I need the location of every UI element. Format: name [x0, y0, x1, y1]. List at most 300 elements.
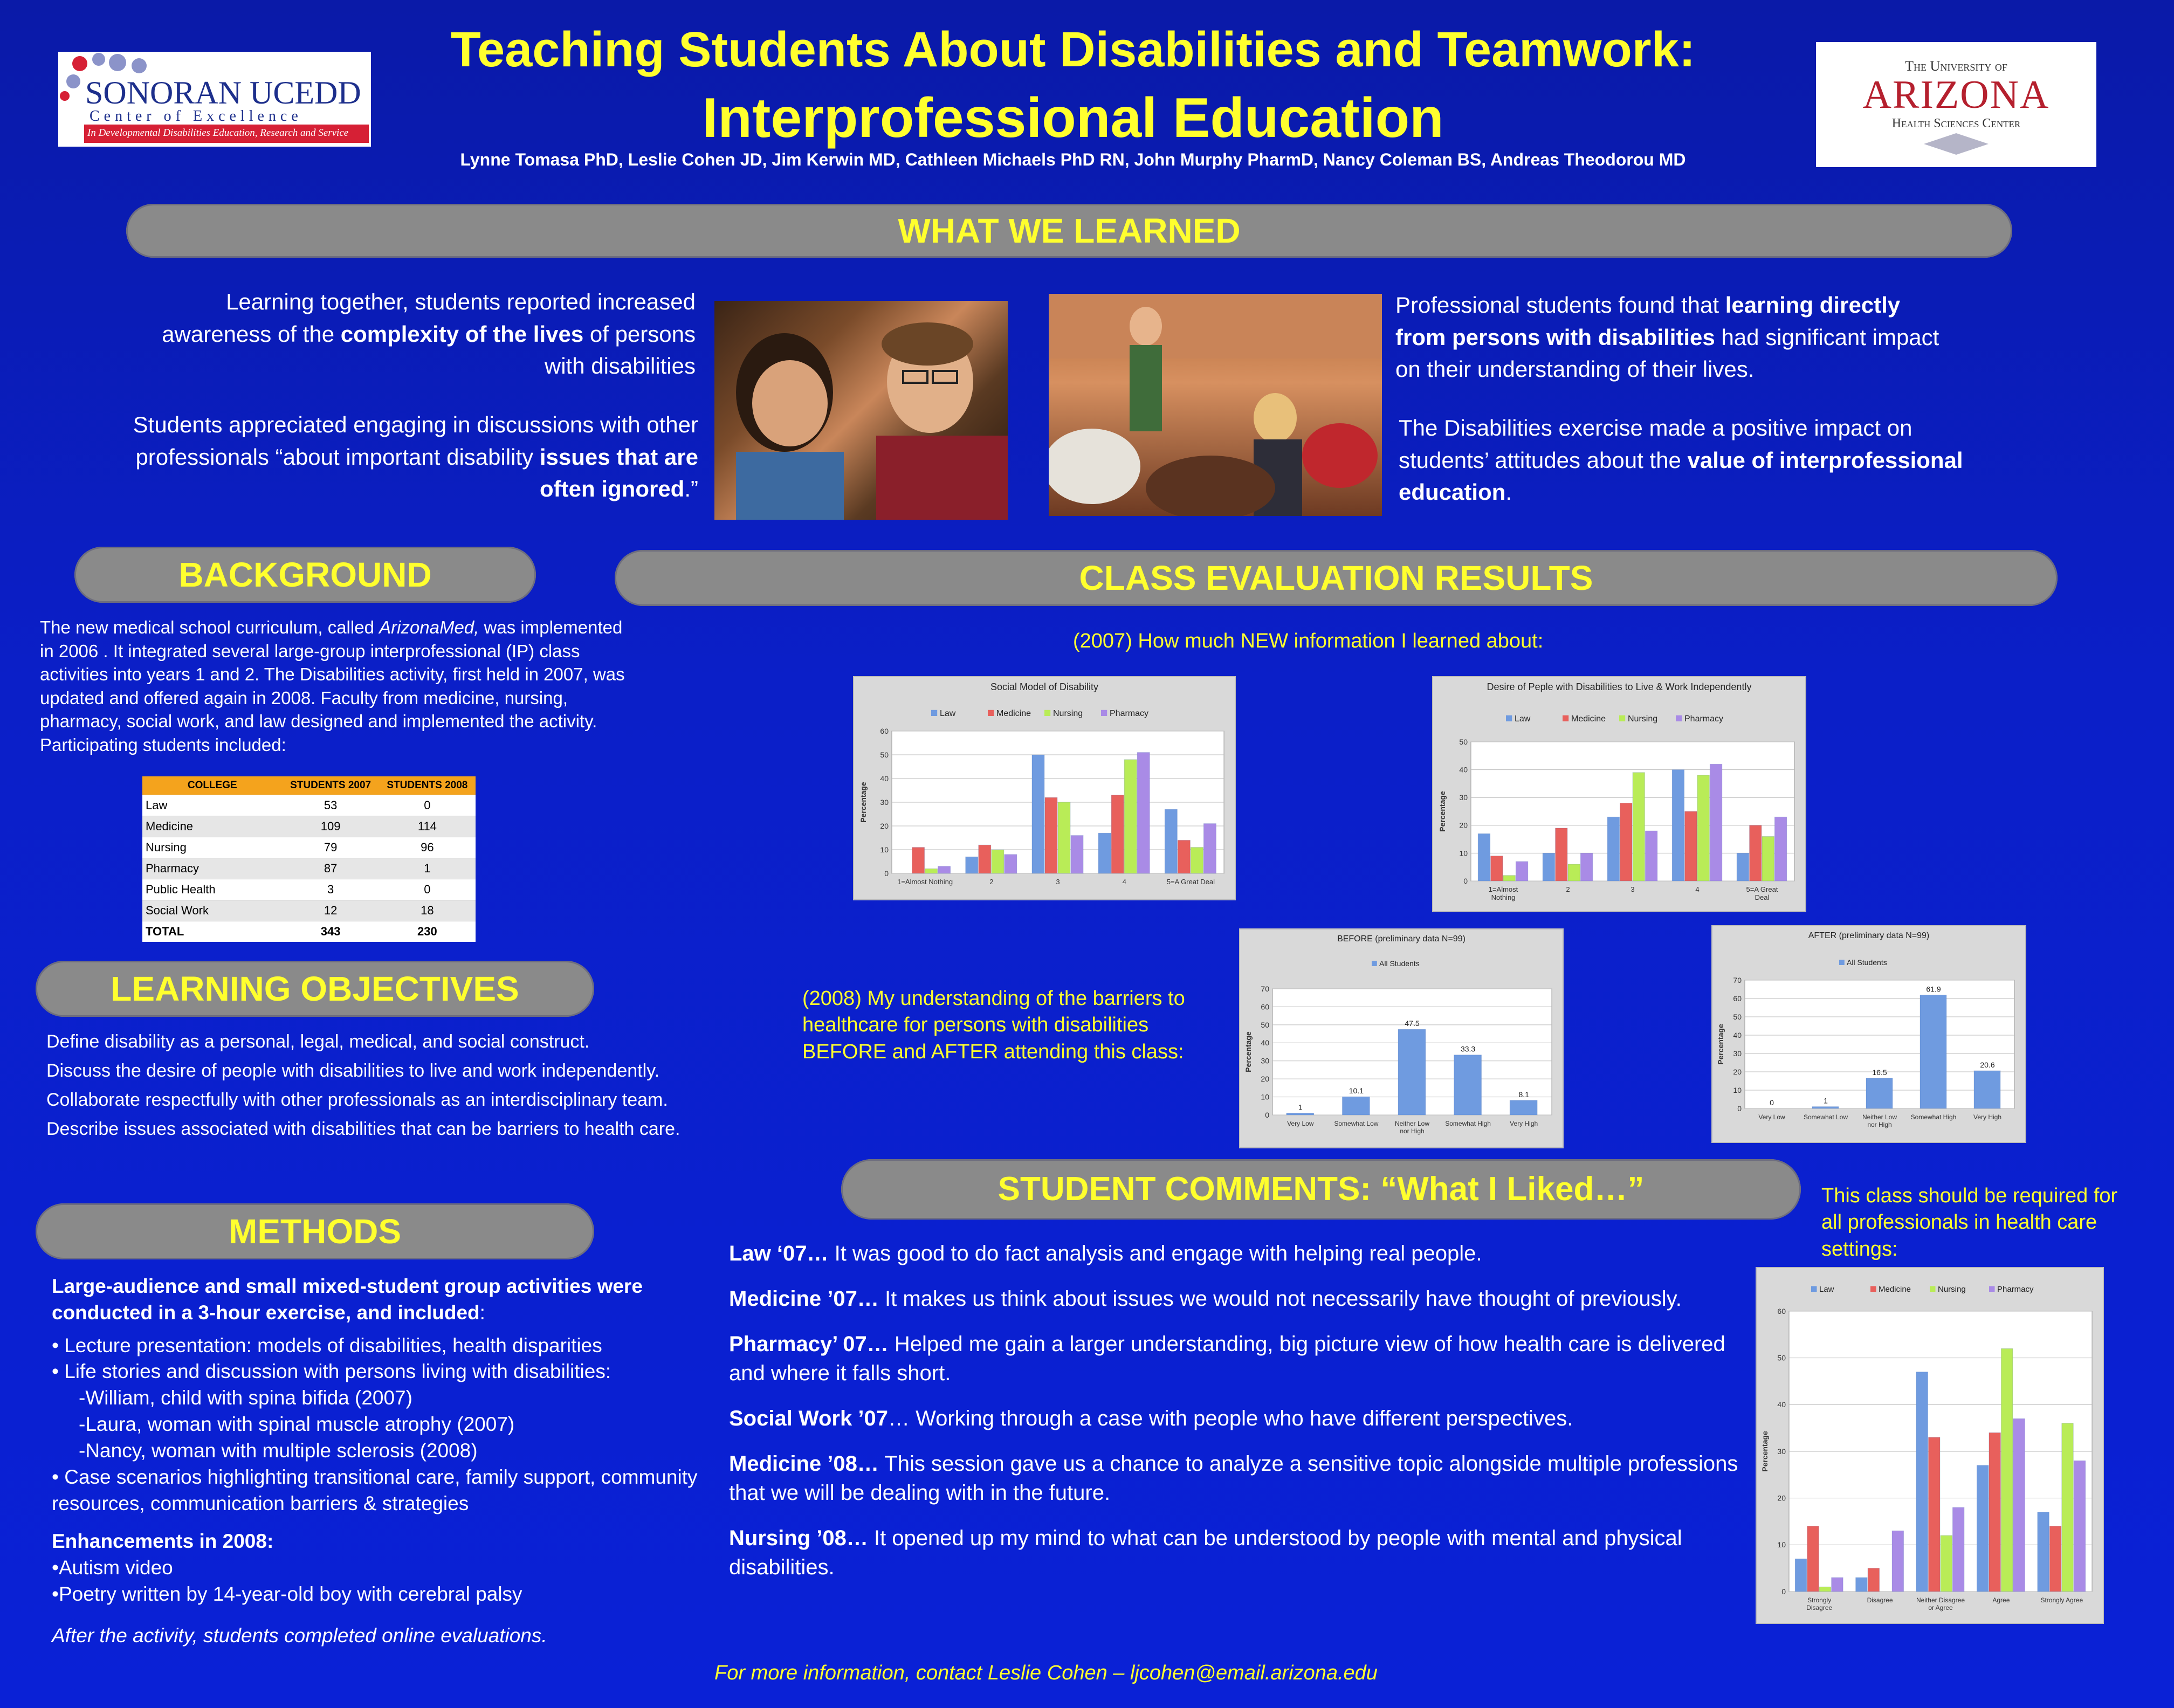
table-cell-count: 0: [379, 795, 476, 816]
enhancement-item: •Autism video: [52, 1557, 173, 1579]
chart-before: [1239, 928, 1564, 1148]
bar: [992, 850, 1004, 873]
x-tick-label: Very High: [1510, 1120, 1538, 1127]
x-tick-label: 3: [1056, 878, 1060, 886]
table-cell-count: 18: [379, 900, 476, 921]
y-axis-label: Percentage: [859, 782, 868, 823]
y-tick-label: 60: [880, 726, 889, 735]
legend-swatch: [1989, 1286, 1995, 1292]
x-tick-label: Disagree: [1806, 1604, 1833, 1611]
x-tick-label: nor High: [1400, 1127, 1425, 1135]
background-text-a: The new medical school curriculum, called: [40, 617, 380, 637]
bar: [1952, 1507, 1964, 1592]
y-tick-label: 50: [1459, 737, 1468, 746]
bar: [1543, 853, 1554, 881]
y-tick-label: 50: [880, 750, 889, 759]
arizona-logo-line1: The University of: [1905, 58, 2007, 74]
bar: [1203, 824, 1216, 873]
bar: [925, 869, 938, 873]
learned-point-direct: [1395, 289, 1956, 385]
table-row: [142, 795, 476, 816]
y-tick-label: 0: [884, 869, 889, 878]
table-row: [142, 900, 476, 921]
bar: [1071, 836, 1083, 873]
background-text: [40, 616, 633, 756]
objective-item: Define disability as a personal, legal, medical, and social construct.: [46, 1031, 590, 1052]
comment-item: [729, 1284, 1743, 1313]
y-tick-label: 60: [1777, 1306, 1786, 1316]
legend-swatch: [1563, 715, 1568, 721]
learned-p4-b: value of interprofessional education: [1399, 447, 1963, 505]
learned-point-complexity: [162, 286, 696, 382]
x-tick-label: 5=A Great Deal: [1166, 878, 1215, 886]
bar: [1045, 797, 1057, 873]
methods-item: -William, child with spina bifida (2007): [79, 1387, 412, 1409]
methods-intro: [52, 1273, 715, 1326]
legend-label: Law: [940, 709, 956, 718]
arizona-flag-icon: [1924, 133, 1989, 155]
bar: [1645, 831, 1657, 881]
bar: [2049, 1526, 2061, 1592]
bar: [1916, 1372, 1928, 1592]
poster-title-line1: Teaching Students About Disabilities and Teamwork:: [450, 22, 1696, 77]
legend-swatch: [1870, 1286, 1876, 1292]
section-header-methods: METHODS: [36, 1203, 594, 1259]
sonoran-ucedd-logo: [58, 52, 371, 147]
x-tick-label: Nothing: [1491, 893, 1516, 901]
authors: Lynne Tomasa PhD, Leslie Cohen JD, Jim Kerwin MD, Cathleen Michaels PhD RN, John Murphy PharmD, Nancy Coleman BS, Andreas Theodorou MD: [460, 150, 1686, 169]
table-cell-count: 114: [379, 816, 476, 837]
chart-after: [1711, 925, 2026, 1143]
bar: [1974, 1071, 2000, 1108]
table-cell-college: Medicine: [142, 816, 283, 837]
y-tick-label: 40: [1459, 765, 1468, 774]
bar: [1111, 795, 1124, 873]
bar: [1510, 1100, 1537, 1115]
bar: [1989, 1432, 2000, 1592]
legend-swatch: [1619, 715, 1625, 721]
table-cell-college: Law: [142, 795, 283, 816]
learned-p1-c: of persons with disabilities: [544, 321, 696, 379]
photo-students-discussing: [714, 301, 1008, 520]
comment-item: [729, 1449, 1743, 1507]
bar: [1398, 1029, 1426, 1115]
data-label: 8.1: [1518, 1090, 1529, 1099]
y-tick-label: 0: [1463, 876, 1468, 885]
comment-text: It makes us think about issues we would not necessarily have thought of previously.: [878, 1287, 1682, 1311]
bar: [1977, 1465, 1988, 1592]
bar: [1868, 1568, 1879, 1592]
y-tick-label: 70: [1261, 984, 1269, 993]
legend-label: Law: [1819, 1285, 1834, 1294]
y-tick-label: 30: [1261, 1056, 1269, 1065]
methods-intro-end: :: [479, 1301, 485, 1324]
y-axis-label: Percentage: [1438, 791, 1447, 832]
y-tick-label: 0: [1737, 1104, 1742, 1113]
bar: [2038, 1512, 2049, 1592]
bar: [1124, 760, 1137, 873]
methods-item: -Laura, woman with spinal muscle atrophy (2007): [79, 1413, 515, 1436]
bar: [1058, 802, 1070, 873]
bar: [1929, 1437, 1940, 1592]
table-cell-college: Pharmacy: [142, 858, 283, 879]
ucedd-logo-subtitle: Center of Excellence: [90, 108, 302, 125]
x-tick-label: Very Low: [1287, 1120, 1314, 1127]
comment-text: Helped me gain a larger understanding, big picture view of how health care is delivered and where it falls short.: [729, 1332, 1725, 1385]
learned-p3-a: Professional students found that: [1395, 292, 1725, 318]
y-tick-label: 60: [1261, 1002, 1269, 1011]
y-tick-label: 30: [1459, 793, 1468, 802]
table-cell-count: 79: [283, 837, 379, 858]
x-tick-label: Strongly: [1807, 1596, 1832, 1604]
x-tick-label: Somewhat Low: [1803, 1113, 1848, 1121]
comments-list: [729, 1239, 1743, 1598]
chart-required-svg: [1757, 1268, 2103, 1623]
y-tick-label: 10: [1261, 1092, 1269, 1101]
chart-title: AFTER (preliminary data N=99): [1808, 931, 1930, 940]
legend-swatch: [1101, 710, 1107, 716]
chart-title: BEFORE (preliminary data N=99): [1337, 934, 1466, 943]
data-label: 16.5: [1872, 1068, 1887, 1077]
data-label: 20.6: [1980, 1060, 1995, 1069]
methods-item: -Nancy, woman with multiple sclerosis (2008): [79, 1439, 478, 1462]
ucedd-logo-name: SONORAN UCEDD: [85, 75, 361, 111]
bar: [1762, 836, 1774, 881]
x-tick-label: Neither Low: [1862, 1113, 1897, 1121]
bar: [1750, 825, 1762, 881]
table-cell-count: 12: [283, 900, 379, 921]
bar: [1098, 833, 1111, 873]
y-tick-label: 20: [1459, 821, 1468, 830]
bar: [1892, 1531, 1903, 1592]
table-cell-count: 87: [283, 858, 379, 879]
footer-contact: For more information, contact Leslie Cohen – ljcohen@email.arizona.edu: [714, 1662, 1378, 1684]
bar: [1941, 1535, 1952, 1592]
legend-swatch: [1811, 1286, 1817, 1292]
table-cell-count: 109: [283, 816, 379, 837]
bar: [1516, 862, 1528, 881]
bar: [1812, 1107, 1839, 1108]
section-header-learned: WHAT WE LEARNED: [126, 204, 2012, 258]
table-header-2008: STUDENTS 2008: [379, 776, 476, 795]
y-tick-label: 0: [1781, 1587, 1786, 1596]
objective-item: Collaborate respectfully with other professionals as an interdisciplinary team.: [46, 1089, 668, 1110]
x-tick-label: nor High: [1867, 1121, 1892, 1128]
legend-swatch: [1506, 715, 1512, 721]
section-header-comments: STUDENT COMMENTS: “What I Liked…”: [841, 1159, 1801, 1220]
chart-before-svg: [1240, 929, 1563, 1147]
bar: [1819, 1587, 1831, 1592]
arizona-logo-line2: ARIZONA: [1862, 73, 2050, 117]
bar: [1774, 817, 1786, 881]
learned-p1-b: complexity of the lives: [340, 321, 584, 347]
x-tick-label: 1=Almost Nothing: [897, 878, 953, 886]
y-tick-label: 50: [1733, 1012, 1742, 1021]
x-tick-label: Very Low: [1758, 1113, 1785, 1121]
bar: [1672, 770, 1684, 881]
bar: [1568, 864, 1580, 881]
bar: [1737, 853, 1749, 881]
objective-item: Discuss the desire of people with disabilities to live and work independently.: [46, 1060, 660, 1081]
learned-p3-b: learning directly from persons with disabilities: [1395, 292, 1901, 350]
bar: [2001, 1348, 2012, 1592]
bar: [2074, 1461, 2085, 1592]
x-tick-label: 2: [1566, 885, 1570, 893]
legend-label: Pharmacy: [1684, 714, 1724, 724]
bar: [966, 857, 978, 873]
methods-closing: After the activity, students completed online evaluations.: [52, 1624, 547, 1647]
x-tick-label: Somewhat Low: [1334, 1120, 1379, 1127]
chart-title: Social Model of Disability: [990, 681, 1099, 692]
learned-p3-c: had significant impact on their understanding of their lives.: [1395, 324, 1939, 382]
poster-title-line2: Interprofessional Education: [702, 87, 1444, 149]
comment-who: Medicine ’07…: [729, 1287, 879, 1311]
y-axis-label: Percentage: [1244, 1031, 1253, 1072]
comment-who: Pharmacy’ 07…: [729, 1332, 889, 1356]
data-label: 1: [1298, 1103, 1303, 1112]
bar: [1343, 1097, 1370, 1115]
comment-item: [729, 1239, 1743, 1268]
y-tick-label: 0: [1265, 1110, 1269, 1119]
arizona-logo-line3: Health Sciences Center: [1891, 116, 2021, 130]
legend-swatch: [1372, 961, 1377, 966]
y-axis-label: Percentage: [1760, 1431, 1769, 1472]
comment-who: Social Work ’07: [729, 1407, 888, 1430]
table-row: [142, 858, 476, 879]
learned-p1-a: Learning together, students reported increased awareness of the: [162, 289, 696, 347]
bar: [1032, 755, 1044, 873]
y-tick-label: 50: [1777, 1353, 1786, 1362]
x-tick-label: Deal: [1755, 893, 1770, 901]
x-tick-label: 2: [989, 878, 994, 886]
objectives-list: [46, 1030, 758, 1142]
comment-item: [729, 1524, 1743, 1582]
objective-item: Describe issues associated with disabilities that can be barriers to health care.: [46, 1118, 680, 1139]
bar: [1807, 1526, 1819, 1592]
x-tick-label: 4: [1122, 878, 1126, 886]
legend-label: Nursing: [1938, 1285, 1966, 1294]
table-cell-count: 96: [379, 837, 476, 858]
chart-required: [1756, 1267, 2104, 1624]
methods-item: • Case scenarios highlighting transitional care, family support, community resources, communication barriers & strategies: [52, 1465, 698, 1514]
y-tick-label: 50: [1261, 1020, 1269, 1029]
table-cell-college: Nursing: [142, 837, 283, 858]
y-tick-label: 20: [1733, 1067, 1742, 1076]
x-tick-label: Somewhat High: [1910, 1113, 1957, 1121]
legend-label: Medicine: [1879, 1285, 1911, 1294]
table-cell-count: 3: [283, 879, 379, 900]
photo-classroom: [1049, 294, 1382, 516]
bar: [1503, 876, 1515, 881]
y-tick-label: 40: [1733, 1030, 1742, 1039]
bar: [1556, 828, 1567, 881]
table-cell-count: 53: [283, 795, 379, 816]
enhancements-heading: Enhancements in 2008:: [52, 1530, 274, 1553]
comment-item: [729, 1404, 1743, 1433]
y-tick-label: 40: [1777, 1400, 1786, 1409]
table-cell-college: TOTAL: [142, 921, 283, 942]
bar: [1866, 1078, 1893, 1108]
legend-swatch: [1676, 715, 1682, 721]
data-label: 1: [1824, 1096, 1828, 1105]
question-2008: (2008) My understanding of the barriers to healthcare for persons with disabilities BEFORE and AFTER attending this class:: [802, 987, 1185, 1063]
data-label: 61.9: [1926, 984, 1941, 994]
x-tick-label: or Agree: [1928, 1604, 1953, 1611]
background-text-c: was implemented in 2006 . It integrated several large-group interprofessional (IP) class activities into years 1 and 2. The Disabilities activity, first held in 2007, was updated and offered again in 2008. Faculty from medicine, nursing, pharmacy, social work, and law designed and implemented the activity. Participating students included:: [40, 617, 625, 755]
learned-p2-a: Students appreciated engaging in discussions with other professionals “about important disability: [133, 412, 698, 470]
legend-label: Law: [1515, 714, 1531, 724]
photo-classroom-illustration-icon: [1049, 294, 1382, 516]
legend-swatch: [1839, 960, 1845, 965]
table-cell-count: 0: [379, 879, 476, 900]
y-tick-label: 40: [1261, 1038, 1269, 1048]
x-tick-label: 1=Almost: [1488, 885, 1518, 893]
comment-text: It was good to do fact analysis and engage with helping real people.: [828, 1242, 1482, 1265]
chart-title: Desire of Peple with Disabilities to Live & Work Independently: [1487, 681, 1752, 692]
comment-text: … Working through a case with people who have different perspectives.: [888, 1407, 1573, 1430]
bar: [1832, 1578, 1843, 1592]
bar: [938, 866, 951, 873]
arizona-logo: [1816, 42, 2096, 167]
section-header-background: BACKGROUND: [74, 547, 536, 603]
bar: [2062, 1423, 2073, 1592]
y-tick-label: 10: [1733, 1085, 1742, 1094]
table-row: [142, 837, 476, 858]
comment-who: Nursing ’08…: [729, 1526, 868, 1550]
learned-p4-c: .: [1505, 479, 1512, 505]
bar: [1286, 1113, 1314, 1115]
bar: [1454, 1055, 1482, 1115]
y-tick-label: 30: [880, 797, 889, 807]
bar: [1710, 764, 1722, 881]
data-label: 33.3: [1460, 1044, 1476, 1053]
table-header-college: COLLEGE: [142, 776, 283, 795]
y-tick-label: 10: [1777, 1540, 1786, 1549]
bar: [1685, 811, 1697, 881]
bar: [1795, 1559, 1806, 1592]
bar: [1920, 995, 1946, 1108]
data-label: 47.5: [1405, 1019, 1420, 1028]
y-tick-label: 10: [880, 845, 889, 854]
table-row: [142, 879, 476, 900]
x-tick-label: Agree: [1992, 1596, 2010, 1604]
comment-text: It opened up my mind to what can be understood by people with mental and physical disabilities.: [729, 1526, 1682, 1579]
legend-label: Nursing: [1053, 709, 1083, 718]
bar: [912, 848, 925, 873]
bar: [1580, 853, 1592, 881]
x-tick-label: Somewhat High: [1445, 1120, 1491, 1127]
comment-who: Law ‘07…: [729, 1242, 829, 1265]
legend-label: Medicine: [996, 709, 1031, 718]
y-tick-label: 20: [1777, 1493, 1786, 1503]
x-tick-label: Neither Low: [1394, 1120, 1430, 1127]
legend-label: All Students: [1379, 959, 1420, 968]
bar: [1165, 809, 1177, 873]
x-tick-label: Neither Disagree: [1916, 1596, 1965, 1604]
y-tick-label: 70: [1733, 975, 1742, 984]
legend-label: All Students: [1847, 958, 1887, 967]
table-cell-college: Public Health: [142, 879, 283, 900]
section-header-results: CLASS EVALUATION RESULTS: [615, 550, 2058, 606]
methods-body: [52, 1273, 715, 1649]
learned-point-discussions: [81, 409, 698, 505]
x-tick-label: Very High: [1973, 1113, 2002, 1121]
data-label: 10.1: [1349, 1086, 1364, 1096]
bar: [1607, 817, 1619, 881]
question-2007: (2007) How much NEW information I learned about:: [1073, 630, 1544, 652]
y-tick-label: 20: [1261, 1075, 1269, 1084]
table-cell-count: 343: [283, 921, 379, 942]
legend-swatch: [988, 710, 994, 716]
y-tick-label: 30: [1777, 1447, 1786, 1456]
x-tick-label: 3: [1630, 885, 1635, 893]
legend-swatch: [931, 710, 937, 716]
chart-desire-independence: [1432, 676, 1806, 912]
bar: [1005, 855, 1017, 873]
bar: [1697, 775, 1709, 881]
learned-point-value: [1399, 412, 1965, 508]
comment-item: [729, 1330, 1743, 1388]
x-tick-label: 5=A Great: [1746, 885, 1778, 893]
legend-swatch: [1930, 1286, 1936, 1292]
comment-who: Medicine ’08…: [729, 1452, 879, 1476]
legend-swatch: [1044, 710, 1050, 716]
bar: [1178, 840, 1190, 873]
table-row: [142, 816, 476, 837]
ucedd-logo-tagline: In Developmental Disabilities Education, Research and Service: [87, 127, 349, 139]
x-tick-label: Strongly Agree: [2040, 1596, 2083, 1604]
y-tick-label: 30: [1733, 1049, 1742, 1058]
table-cell-count: 230: [379, 921, 476, 942]
bar: [1633, 773, 1645, 881]
chart-social-model: [853, 676, 1236, 900]
table-header-2007: STUDENTS 2007: [283, 776, 379, 795]
bar: [2013, 1418, 2025, 1592]
bar: [1191, 848, 1203, 873]
y-tick-label: 40: [880, 774, 889, 783]
methods-intro-bold: Large-audience and small mixed-student group activities were conducted in a 3-hour exercise, and included: [52, 1275, 643, 1324]
table-cell-college: Social Work: [142, 900, 283, 921]
legend-label: Pharmacy: [1997, 1285, 2034, 1294]
bar: [1137, 753, 1150, 873]
bar: [1856, 1578, 1867, 1592]
participants-table: [142, 776, 476, 942]
chart-after-svg: [1712, 926, 2025, 1142]
learned-p2-b: issues that are often ignored: [539, 444, 698, 502]
chart-desire-svg: [1433, 677, 1805, 911]
table-row: [142, 921, 476, 942]
y-tick-label: 10: [1459, 849, 1468, 858]
photo-students-illustration-icon: [714, 301, 1008, 520]
x-tick-label: 4: [1695, 885, 1700, 893]
data-label: 0: [1770, 1098, 1774, 1107]
methods-item: • Life stories and discussion with persons living with disabilities:: [52, 1360, 611, 1383]
y-tick-label: 60: [1733, 994, 1742, 1003]
learned-p2-c: .”: [684, 476, 698, 502]
table-cell-count: 1: [379, 858, 476, 879]
legend-label: Pharmacy: [1110, 709, 1149, 718]
comment-text: This session gave us a chance to analyze a sensitive topic alongside multiple professions that we will be dealing with in the future.: [729, 1452, 1738, 1505]
bar: [979, 845, 991, 873]
bar: [1478, 834, 1490, 881]
x-tick-label: Disagree: [1867, 1596, 1893, 1604]
learned-p4-a: The Disabilities exercise made a positive impact on students’ attitudes about the: [1399, 415, 1912, 473]
required-caption: This class should be required for all professionals in health care settings:: [1821, 1184, 2118, 1261]
bar: [1491, 856, 1503, 881]
enhancement-item: •Poetry written by 14-year-old boy with cerebral palsy: [52, 1583, 522, 1606]
y-tick-label: 20: [880, 821, 889, 830]
legend-label: Medicine: [1571, 714, 1606, 724]
